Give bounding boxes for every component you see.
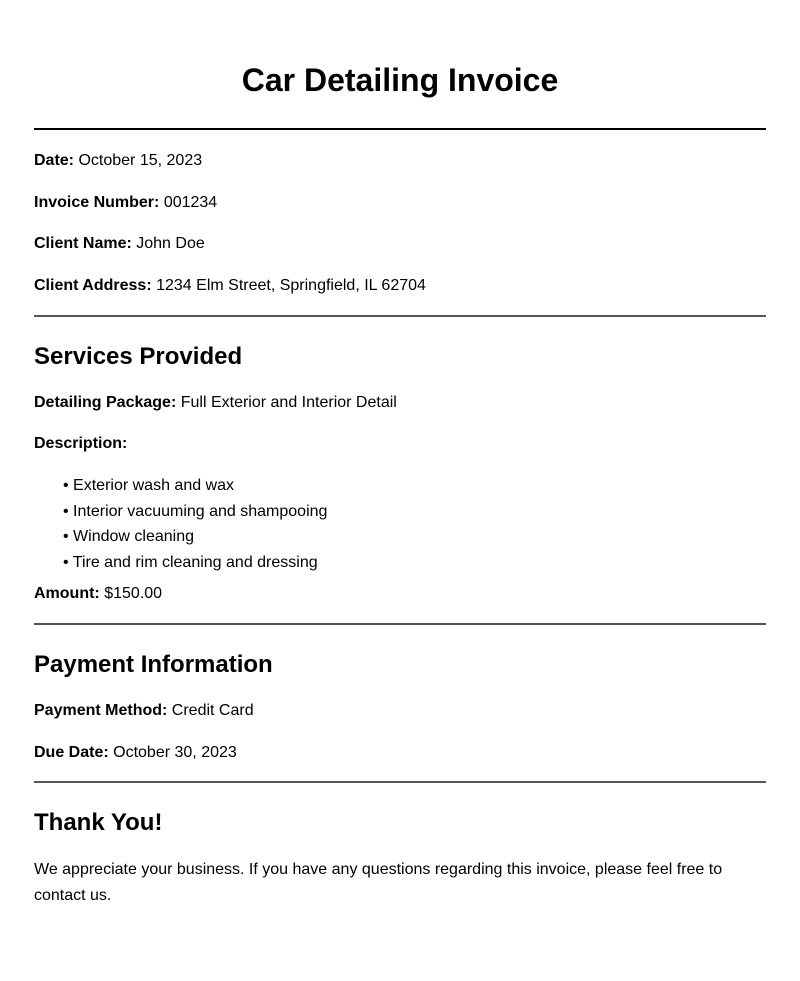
services-heading: Services Provided [34, 343, 243, 370]
amount-value: $150.00 [104, 584, 163, 602]
client-address-value: 1234 Elm Street, Springfield, IL 62704 [156, 277, 426, 294]
client-address-field [34, 276, 766, 296]
amount-field [34, 584, 766, 604]
due-date-value: October 30, 2023 [113, 743, 237, 761]
date-field [34, 151, 766, 171]
date-value: October 15, 2023 [78, 152, 203, 169]
thank-you-message: We appreciate your business. If you have any questions regarding this invoice, please feel free to contact us. [34, 860, 723, 904]
detailing-package-value: Full Exterior and Interior Detail [180, 394, 397, 411]
service-item: • Exterior wash and wax [63, 476, 766, 502]
payment-method-label: Payment Method: [34, 701, 168, 719]
detailing-package-label: Detailing Package: [34, 394, 177, 411]
page-title: Car Detailing Invoice [241, 62, 559, 98]
invoice-number-label: Invoice Number: [34, 194, 160, 211]
service-item: • Window cleaning [63, 527, 766, 553]
due-date-field [34, 743, 766, 763]
payment-method-value: Credit Card [171, 701, 254, 719]
thank-you-heading: Thank You! [34, 808, 163, 836]
client-name-label: Client Name: [34, 235, 132, 252]
amount-label: Amount: [34, 584, 100, 602]
description-field [34, 434, 766, 454]
date-label: Date: [34, 152, 75, 169]
client-name-value: John Doe [136, 235, 205, 252]
payment-method-field [34, 701, 766, 721]
invoice-number-value: 001234 [163, 194, 218, 211]
detailing-package-field [34, 393, 766, 413]
service-item: • Interior vacuuming and shampooing [63, 502, 766, 528]
client-name-field [34, 234, 766, 254]
client-address-label: Client Address: [34, 277, 152, 294]
invoice-number-field [34, 193, 766, 213]
description-label: Description: [34, 435, 128, 452]
due-date-label: Due Date: [34, 743, 109, 761]
services-list [34, 476, 766, 579]
service-item: • Tire and rim cleaning and dressing [63, 553, 766, 579]
payment-heading: Payment Information [34, 650, 273, 678]
